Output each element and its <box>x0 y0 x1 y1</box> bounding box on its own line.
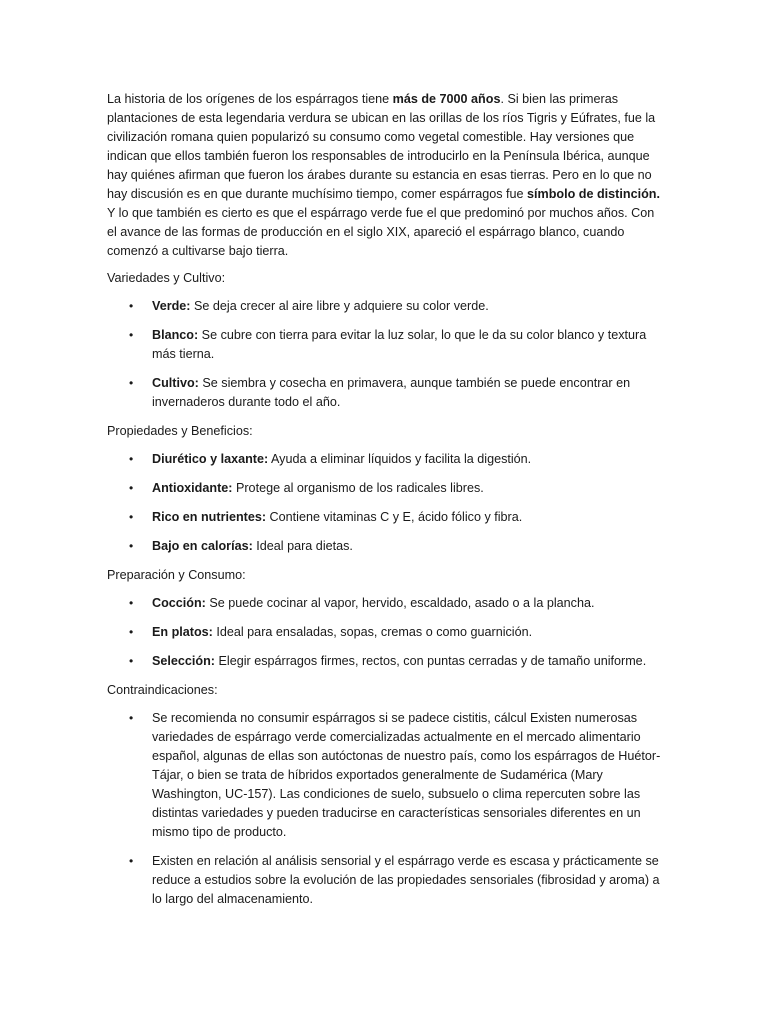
list-item: • Bajo en calorías: Ideal para dietas. <box>107 537 665 556</box>
list-preparacion <box>107 594 665 671</box>
list-item: • Selección: Elegir espárragos firmes, rectos, con puntas cerradas y de tamaño uniforme. <box>107 652 665 671</box>
bullet-icon: • <box>129 452 134 466</box>
list-item: • Existen en relación al análisis sensorial y el espárrago verde es escasa y prácticamente se reduce a estudios sobre la evolución de las propiedades sensoriales (fibrosidad y aroma) a lo largo del almacenamiento. <box>129 854 660 906</box>
document-page <box>107 90 665 919</box>
list-item: • Antioxidante: Protege al organismo de los radicales libres. <box>107 479 665 498</box>
list-item: • Verde: Se deja crecer al aire libre y adquiere su color verde. <box>107 297 665 316</box>
bullet-icon: • <box>129 596 134 610</box>
bullet-icon: • <box>129 481 134 495</box>
list-propiedades <box>107 450 665 556</box>
bullet-icon: • <box>129 299 134 313</box>
intro-text-3: Y lo que también es cierto es que el espárrago verde fue el que predominó por muchos años. Con el avance de las formas de producción en el siglo XIX, apareció el espárrago blanco, cuando comenzó a cultivarse bajo tierra. <box>107 206 655 258</box>
intro-bold-age: más de 7000 años <box>392 92 501 106</box>
bullet-icon: • <box>129 376 134 390</box>
section-heading-contraindicaciones: Contraindicaciones: <box>107 683 218 697</box>
list-item: • En platos: Ideal para ensaladas, sopas, cremas o como guarnición. <box>107 623 665 642</box>
intro-text-2: . Si bien las primeras plantaciones de esta legendaria verdura se ubican en las orillas de los ríos Tigris y Eúfrates, fue la civilización romana quien popularizó su consumo como vegetal comestible. Hay versiones que indican que ellos también fueron los responsables de introducirlo en la Península Ibérica, aunque hay quiénes afirman que fueron los árabes durante su estancia en esas tierras. Pero en lo que no hay discusión es en que durante muchísimo tiempo, comer espárragos fue <box>107 92 656 201</box>
bullet-icon: • <box>129 625 134 639</box>
intro-paragraph <box>107 90 665 261</box>
list-item: • Diurético y laxante: Ayuda a eliminar líquidos y facilita la digestión. <box>107 450 665 469</box>
bullet-icon: • <box>129 854 134 868</box>
list-item: • Rico en nutrientes: Contiene vitaminas C y E, ácido fólico y fibra. <box>107 508 665 527</box>
intro-bold-distinction: símbolo de distinción. <box>527 187 660 201</box>
bullet-icon: • <box>129 539 134 553</box>
list-item: • Se recomienda no consumir espárragos si se padece cistitis, cálcul Existen numerosas variedades de espárrago verde comercializadas actualmente en el mercado alimentario español, algunas de ellas son autóctonas de nuestro país, como los espárragos de Huétor-Tájar, o bien se trata de híbridos exportados generalmente de Sudamérica (Mary Washington, UC-157). Las condiciones de suelo, subsuelo o clima repercuten sobre las distintas variedades y pueden traducirse en características sensoriales diferentes en un mismo tipo de producto. <box>129 711 661 839</box>
section-heading-preparacion: Preparación y Consumo: <box>107 568 246 582</box>
bullet-icon: • <box>129 328 134 342</box>
list-item: • Blanco: Se cubre con tierra para evitar la luz solar, lo que le da su color blanco y textura más tierna. <box>129 328 647 361</box>
list-item: • Cocción: Se puede cocinar al vapor, hervido, escaldado, asado o a la plancha. <box>107 594 665 613</box>
bullet-icon: • <box>129 711 134 725</box>
list-contraindicaciones <box>107 709 665 909</box>
section-heading-variedades: Variedades y Cultivo: <box>107 271 226 285</box>
section-heading-propiedades: Propiedades y Beneficios: <box>107 424 253 438</box>
bullet-icon: • <box>129 654 134 668</box>
list-variedades <box>107 297 665 412</box>
list-item: • Cultivo: Se siembra y cosecha en primavera, aunque también se puede encontrar en invernaderos durante todo el año. <box>129 376 631 409</box>
intro-text-1: La historia de los orígenes de los espárragos tiene <box>107 92 393 106</box>
bullet-icon: • <box>129 510 134 524</box>
